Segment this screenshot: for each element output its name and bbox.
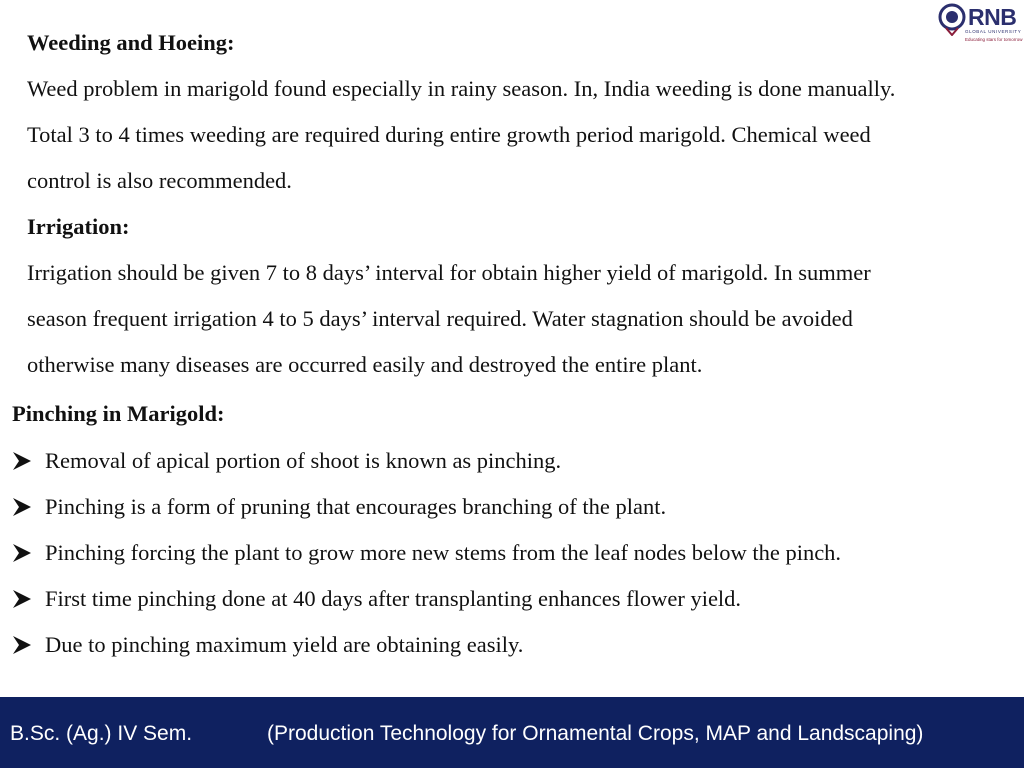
bullet-text: Due to pinching maximum yield are obtaining easily. xyxy=(45,632,524,657)
logo-wordmark: RNB xyxy=(968,4,1017,30)
arrow-bullet-icon xyxy=(12,450,32,472)
arrow-bullet-icon xyxy=(12,634,32,656)
irrigation-line: Irrigation should be given 7 to 8 days’ interval for obtain higher yield of marigold. In summer xyxy=(27,260,871,285)
irrigation-heading: Irrigation: xyxy=(27,214,130,239)
arrow-bullet-icon xyxy=(12,542,32,564)
course-semester: B.Sc. (Ag.) IV Sem. xyxy=(10,722,193,745)
weeding-line: control is also recommended. xyxy=(27,168,292,193)
weeding-line: Weed problem in marigold found especially in rainy season. In, India weeding is done manually. xyxy=(27,76,896,101)
irrigation-line: season frequent irrigation 4 to 5 days’ interval required. Water stagnation should be avoided xyxy=(27,306,853,331)
logo-tagline: Educating stars for tomorrow xyxy=(965,37,1023,42)
course-title: (Production Technology for Ornamental Crops, MAP and Landscaping) xyxy=(267,722,924,745)
bullet-text: Removal of apical portion of shoot is known as pinching. xyxy=(45,448,562,473)
bullet-text: Pinching is a form of pruning that encourages branching of the plant. xyxy=(45,494,667,519)
pinching-heading: Pinching in Marigold: xyxy=(12,401,225,426)
rnb-logo-icon xyxy=(938,2,966,36)
irrigation-line: otherwise many diseases are occurred easily and destroyed the entire plant. xyxy=(27,352,703,377)
bullet-text: First time pinching done at 40 days after transplanting enhances flower yield. xyxy=(45,586,742,611)
bullet-text: Pinching forcing the plant to grow more new stems from the leaf nodes below the pinch. xyxy=(45,540,842,565)
arrow-bullet-icon xyxy=(12,496,32,518)
weeding-heading: Weeding and Hoeing: xyxy=(27,30,235,55)
arrow-bullet-icon xyxy=(12,588,32,610)
logo-subtitle: GLOBAL UNIVERSITY xyxy=(965,29,1022,34)
university-logo xyxy=(936,2,1024,48)
footer-bar xyxy=(0,697,1024,768)
weeding-line: Total 3 to 4 times weeding are required during entire growth period marigold. Chemical weed xyxy=(27,122,871,147)
